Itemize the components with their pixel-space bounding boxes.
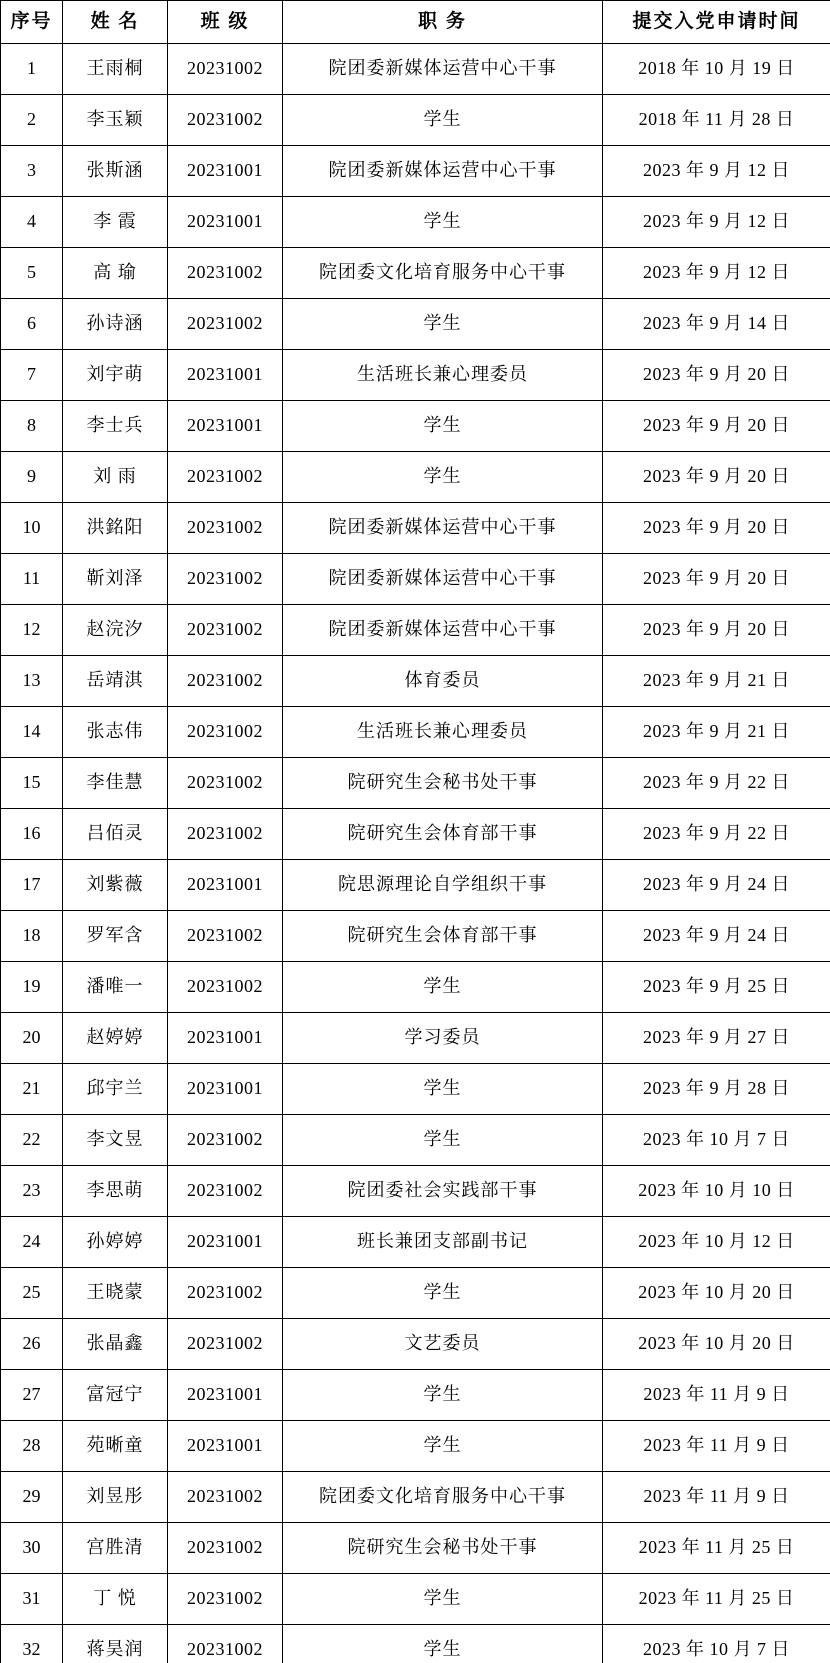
cell-class: 20231002 [168,707,283,758]
cell-date: 2023 年 10 月 12 日 [603,1217,830,1268]
cell-name: 刘昱彤 [63,1472,168,1523]
cell-class: 20231002 [168,554,283,605]
cell-name: 张志伟 [63,707,168,758]
table-row [1,809,830,860]
cell-role: 院团委新媒体运营中心干事 [283,146,603,197]
table-row [1,299,830,350]
cell-index: 29 [1,1472,63,1523]
table-row [1,656,830,707]
cell-name: 王雨桐 [63,44,168,95]
cell-date: 2023 年 10 月 7 日 [603,1115,830,1166]
cell-class: 20231002 [168,95,283,146]
cell-class: 20231002 [168,809,283,860]
cell-role: 院思源理论自学组织干事 [283,860,603,911]
cell-name: 赵浣汐 [63,605,168,656]
cell-class: 20231002 [168,758,283,809]
cell-date: 2023 年 11 月 9 日 [603,1370,830,1421]
cell-date: 2023 年 9 月 20 日 [603,452,830,503]
cell-name: 邱宇兰 [63,1064,168,1115]
cell-date: 2023 年 9 月 12 日 [603,146,830,197]
cell-date: 2018 年 11 月 28 日 [603,95,830,146]
cell-index: 13 [1,656,63,707]
cell-name: 潘唯一 [63,962,168,1013]
table-row [1,1166,830,1217]
column-header-role: 职 务 [283,1,603,44]
cell-name: 刘宇萌 [63,350,168,401]
cell-name: 吕佰灵 [63,809,168,860]
cell-class: 20231001 [168,1217,283,1268]
cell-role: 学生 [283,1421,603,1472]
cell-role: 学生 [283,962,603,1013]
cell-name: 李文昱 [63,1115,168,1166]
cell-date: 2023 年 9 月 20 日 [603,503,830,554]
cell-role: 学习委员 [283,1013,603,1064]
column-header-class: 班 级 [168,1,283,44]
cell-role: 院团委新媒体运营中心干事 [283,605,603,656]
cell-index: 22 [1,1115,63,1166]
cell-class: 20231002 [168,1319,283,1370]
cell-index: 24 [1,1217,63,1268]
cell-class: 20231002 [168,1268,283,1319]
cell-date: 2023 年 9 月 20 日 [603,350,830,401]
cell-date: 2023 年 9 月 27 日 [603,1013,830,1064]
cell-index: 19 [1,962,63,1013]
column-header-index: 序号 [1,1,63,44]
cell-name: 丁 悦 [63,1574,168,1625]
cell-class: 20231002 [168,1523,283,1574]
cell-index: 17 [1,860,63,911]
cell-class: 20231001 [168,401,283,452]
cell-name: 张斯涵 [63,146,168,197]
cell-role: 学生 [283,1115,603,1166]
cell-date: 2023 年 11 月 25 日 [603,1523,830,1574]
cell-date: 2023 年 9 月 20 日 [603,554,830,605]
cell-name: 宫胜清 [63,1523,168,1574]
cell-name: 高 瑜 [63,248,168,299]
cell-date: 2023 年 10 月 20 日 [603,1268,830,1319]
column-header-name: 姓 名 [63,1,168,44]
cell-role: 院研究生会秘书处干事 [283,758,603,809]
table-row [1,1625,830,1663]
cell-date: 2023 年 10 月 20 日 [603,1319,830,1370]
cell-index: 27 [1,1370,63,1421]
cell-role: 院团委文化培育服务中心干事 [283,1472,603,1523]
cell-class: 20231002 [168,656,283,707]
table-row [1,1013,830,1064]
header-row [1,1,830,44]
cell-date: 2023 年 11 月 9 日 [603,1421,830,1472]
cell-date: 2023 年 9 月 24 日 [603,860,830,911]
cell-role: 学生 [283,401,603,452]
cell-index: 7 [1,350,63,401]
table-row [1,605,830,656]
cell-role: 生活班长兼心理委员 [283,707,603,758]
table-row [1,1319,830,1370]
cell-name: 王晓蒙 [63,1268,168,1319]
table-row [1,554,830,605]
cell-class: 20231001 [168,146,283,197]
table-row [1,1268,830,1319]
cell-role: 学生 [283,299,603,350]
cell-class: 20231001 [168,1421,283,1472]
table-row [1,1217,830,1268]
table-row [1,350,830,401]
cell-name: 张晶鑫 [63,1319,168,1370]
cell-role: 学生 [283,1625,603,1663]
column-header-date: 提交入党申请时间 [603,1,830,44]
cell-name: 李士兵 [63,401,168,452]
cell-name: 赵婷婷 [63,1013,168,1064]
cell-index: 1 [1,44,63,95]
cell-date: 2023 年 9 月 20 日 [603,605,830,656]
cell-name: 洪銘阳 [63,503,168,554]
cell-role: 院团委新媒体运营中心干事 [283,503,603,554]
cell-date: 2023 年 9 月 25 日 [603,962,830,1013]
cell-index: 8 [1,401,63,452]
table-row [1,401,830,452]
table-row [1,1064,830,1115]
cell-class: 20231001 [168,350,283,401]
cell-class: 20231002 [168,911,283,962]
cell-index: 16 [1,809,63,860]
cell-index: 23 [1,1166,63,1217]
cell-class: 20231002 [168,1115,283,1166]
cell-role: 院团委新媒体运营中心干事 [283,44,603,95]
cell-index: 18 [1,911,63,962]
table-body [1,44,830,1663]
table-header [1,1,830,44]
cell-date: 2023 年 11 月 9 日 [603,1472,830,1523]
cell-index: 2 [1,95,63,146]
cell-index: 31 [1,1574,63,1625]
table-row [1,452,830,503]
cell-date: 2023 年 9 月 24 日 [603,911,830,962]
cell-name: 孙婷婷 [63,1217,168,1268]
table-row [1,707,830,758]
cell-name: 李玉颖 [63,95,168,146]
cell-index: 25 [1,1268,63,1319]
table-row [1,146,830,197]
cell-date: 2023 年 9 月 12 日 [603,248,830,299]
cell-index: 10 [1,503,63,554]
cell-role: 班长兼团支部副书记 [283,1217,603,1268]
cell-date: 2023 年 9 月 28 日 [603,1064,830,1115]
table-row [1,1523,830,1574]
cell-index: 20 [1,1013,63,1064]
cell-date: 2018 年 10 月 19 日 [603,44,830,95]
cell-date: 2023 年 9 月 22 日 [603,758,830,809]
cell-class: 20231002 [168,248,283,299]
cell-class: 20231002 [168,503,283,554]
cell-date: 2023 年 9 月 12 日 [603,197,830,248]
cell-class: 20231001 [168,197,283,248]
cell-class: 20231002 [168,1574,283,1625]
cell-date: 2023 年 9 月 22 日 [603,809,830,860]
cell-class: 20231002 [168,299,283,350]
cell-index: 9 [1,452,63,503]
cell-name: 李 霞 [63,197,168,248]
cell-role: 院团委文化培育服务中心干事 [283,248,603,299]
cell-role: 学生 [283,1574,603,1625]
cell-class: 20231001 [168,1013,283,1064]
table-row [1,758,830,809]
cell-index: 15 [1,758,63,809]
cell-date: 2023 年 10 月 10 日 [603,1166,830,1217]
cell-role: 学生 [283,95,603,146]
cell-name: 苑晰童 [63,1421,168,1472]
cell-class: 20231002 [168,44,283,95]
table-row [1,1421,830,1472]
table-row [1,1472,830,1523]
table-row [1,248,830,299]
cell-index: 21 [1,1064,63,1115]
cell-date: 2023 年 11 月 25 日 [603,1574,830,1625]
cell-index: 11 [1,554,63,605]
table-row [1,503,830,554]
cell-role: 院团委社会实践部干事 [283,1166,603,1217]
cell-role: 院研究生会体育部干事 [283,911,603,962]
cell-name: 李佳慧 [63,758,168,809]
table-row [1,1574,830,1625]
cell-name: 岳靖淇 [63,656,168,707]
table-row [1,95,830,146]
cell-class: 20231002 [168,452,283,503]
table-row [1,197,830,248]
cell-role: 院团委新媒体运营中心干事 [283,554,603,605]
cell-date: 2023 年 9 月 14 日 [603,299,830,350]
cell-class: 20231001 [168,1370,283,1421]
table-row [1,1370,830,1421]
cell-class: 20231001 [168,860,283,911]
cell-name: 刘 雨 [63,452,168,503]
cell-role: 体育委员 [283,656,603,707]
cell-date: 2023 年 10 月 7 日 [603,1625,830,1663]
cell-role: 学生 [283,452,603,503]
cell-date: 2023 年 9 月 20 日 [603,401,830,452]
cell-index: 32 [1,1625,63,1663]
table-row [1,44,830,95]
cell-index: 26 [1,1319,63,1370]
cell-class: 20231002 [168,605,283,656]
cell-index: 28 [1,1421,63,1472]
cell-date: 2023 年 9 月 21 日 [603,707,830,758]
cell-name: 罗军含 [63,911,168,962]
cell-class: 20231002 [168,962,283,1013]
cell-date: 2023 年 9 月 21 日 [603,656,830,707]
cell-role: 院研究生会体育部干事 [283,809,603,860]
cell-name: 孙诗涵 [63,299,168,350]
cell-index: 5 [1,248,63,299]
table-row [1,911,830,962]
cell-index: 12 [1,605,63,656]
cell-index: 30 [1,1523,63,1574]
cell-class: 20231002 [168,1472,283,1523]
cell-name: 靳刘泽 [63,554,168,605]
cell-class: 20231001 [168,1064,283,1115]
cell-role: 文艺委员 [283,1319,603,1370]
cell-index: 6 [1,299,63,350]
cell-index: 3 [1,146,63,197]
cell-role: 学生 [283,197,603,248]
cell-role: 生活班长兼心理委员 [283,350,603,401]
cell-name: 蒋昊润 [63,1625,168,1663]
cell-name: 李思萌 [63,1166,168,1217]
cell-role: 学生 [283,1370,603,1421]
cell-role: 学生 [283,1064,603,1115]
cell-class: 20231002 [168,1166,283,1217]
cell-name: 富冠宁 [63,1370,168,1421]
cell-name: 刘紫薇 [63,860,168,911]
table-row [1,962,830,1013]
cell-role: 院研究生会秘书处干事 [283,1523,603,1574]
cell-role: 学生 [283,1268,603,1319]
cell-index: 14 [1,707,63,758]
table-row [1,860,830,911]
table-row [1,1115,830,1166]
cell-index: 4 [1,197,63,248]
cell-class: 20231002 [168,1625,283,1663]
